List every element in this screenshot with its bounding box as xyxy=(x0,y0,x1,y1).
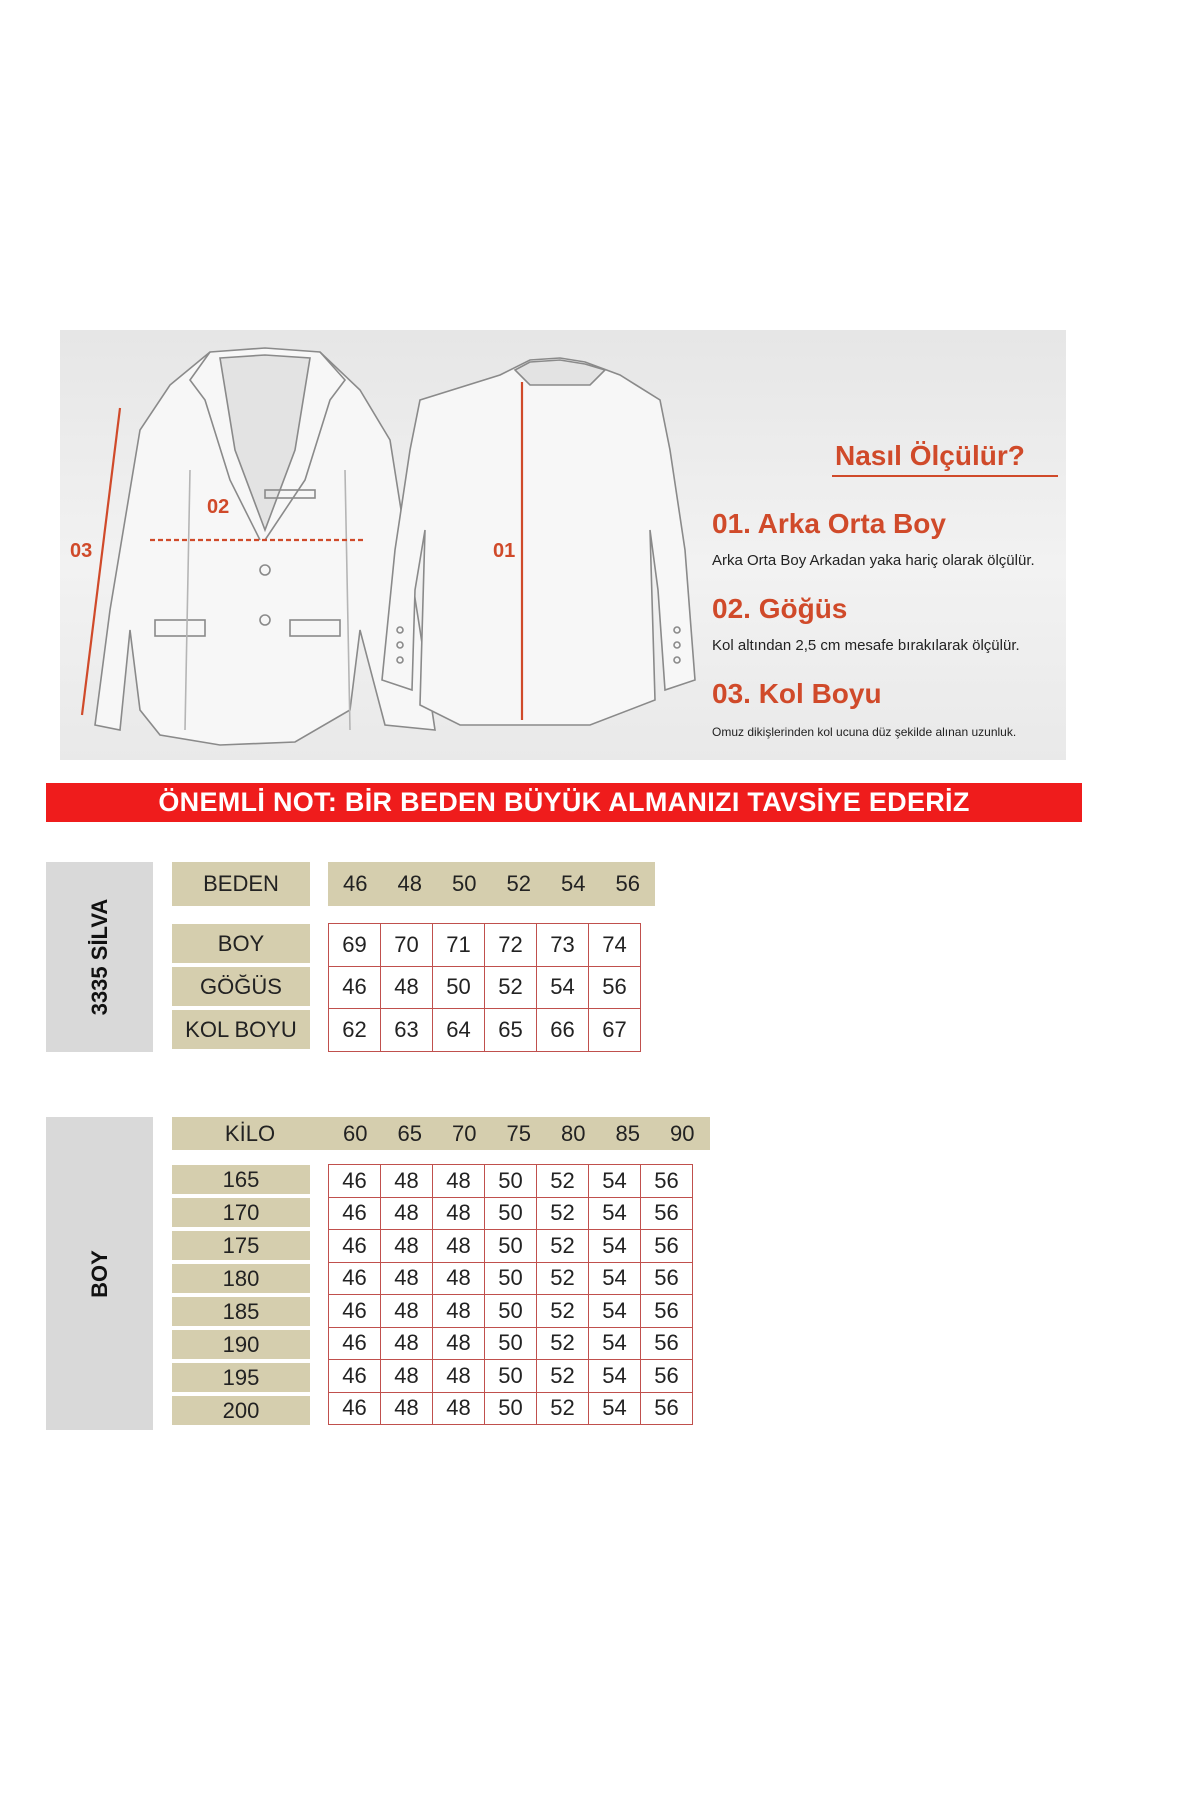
fit-header-cell: 80 xyxy=(546,1117,601,1150)
back-length-marker: 01 xyxy=(493,540,516,562)
size-cell: 71 xyxy=(433,924,485,967)
guide-title: Nasıl Ölçülür? xyxy=(835,440,1025,471)
fit-row-label: 200 xyxy=(172,1396,310,1425)
fit-cell: 46 xyxy=(329,1360,381,1393)
fit-row xyxy=(329,1230,693,1263)
size-cell: 50 xyxy=(433,966,485,1009)
fit-cell: 54 xyxy=(589,1295,641,1328)
front-jacket-drawing xyxy=(95,348,435,745)
fit-cell: 48 xyxy=(433,1392,485,1425)
size-header-cell: 56 xyxy=(601,862,656,906)
size-header-cell: 48 xyxy=(383,862,438,906)
fit-row-label: 185 xyxy=(172,1297,310,1326)
fit-row-label: 180 xyxy=(172,1264,310,1293)
measurement-guide xyxy=(60,330,1066,760)
important-note-banner: ÖNEMLİ NOT: BİR BEDEN BÜYÜK ALMANIZI TAVSİYE EDERİZ xyxy=(46,783,1082,822)
fit-cell: 52 xyxy=(537,1295,589,1328)
size-cell: 73 xyxy=(537,924,589,967)
size-cell: 67 xyxy=(589,1009,641,1052)
size-cell: 65 xyxy=(485,1009,537,1052)
fit-row-label: 195 xyxy=(172,1363,310,1392)
fit-cell: 48 xyxy=(381,1392,433,1425)
fit-cell: 50 xyxy=(485,1360,537,1393)
fit-row xyxy=(329,1392,693,1425)
measure-1-desc: Arka Orta Boy Arkadan yaka hariç olarak ölçülür. xyxy=(712,552,1035,569)
fit-cell: 48 xyxy=(433,1262,485,1295)
size-cell: 52 xyxy=(485,966,537,1009)
size-row-label: GÖĞÜS xyxy=(172,967,310,1006)
size-cell: 69 xyxy=(329,924,381,967)
fit-cell: 48 xyxy=(433,1360,485,1393)
size-row xyxy=(329,966,641,1009)
size-cell: 54 xyxy=(537,966,589,1009)
fit-cell: 56 xyxy=(641,1327,693,1360)
fit-row xyxy=(329,1295,693,1328)
size-cell: 64 xyxy=(433,1009,485,1052)
measure-2-title: 02. Göğüs xyxy=(712,593,848,624)
size-cell: 74 xyxy=(589,924,641,967)
fit-cell: 48 xyxy=(381,1360,433,1393)
size-cell: 46 xyxy=(329,966,381,1009)
fit-cell: 48 xyxy=(433,1327,485,1360)
fit-header-cell: 65 xyxy=(383,1117,438,1150)
guide-title-underline xyxy=(832,475,1058,477)
fit-cell: 56 xyxy=(641,1392,693,1425)
measure-3-desc: Omuz dikişlerinden kol ucuna düz şekilde alınan uzunluk. xyxy=(712,725,1017,739)
chest-marker: 02 xyxy=(207,496,230,518)
fit-cell: 48 xyxy=(433,1295,485,1328)
size-header-cell: 52 xyxy=(492,862,547,906)
size-row-label: KOL BOYU xyxy=(172,1010,310,1049)
fit-cell: 46 xyxy=(329,1295,381,1328)
fit-row-label: 190 xyxy=(172,1330,310,1359)
fit-cell: 54 xyxy=(589,1327,641,1360)
size-cell: 70 xyxy=(381,924,433,967)
fit-row-label: 165 xyxy=(172,1165,310,1194)
fit-cell: 46 xyxy=(329,1327,381,1360)
size-cell: 56 xyxy=(589,966,641,1009)
size-cell: 62 xyxy=(329,1009,381,1052)
fit-cell: 56 xyxy=(641,1295,693,1328)
fit-cell: 50 xyxy=(485,1165,537,1198)
fit-cell: 56 xyxy=(641,1262,693,1295)
fit-cell: 52 xyxy=(537,1327,589,1360)
size-header-cell: 46 xyxy=(328,862,383,906)
fit-cell: 56 xyxy=(641,1165,693,1198)
size-header-cell: 54 xyxy=(546,862,601,906)
size-row xyxy=(329,924,641,967)
fit-cell: 46 xyxy=(329,1230,381,1263)
measure-3-title: 03. Kol Boyu xyxy=(712,678,882,709)
fit-cell: 50 xyxy=(485,1197,537,1230)
fit-cell: 46 xyxy=(329,1197,381,1230)
fit-row xyxy=(329,1360,693,1393)
fit-cell: 48 xyxy=(433,1165,485,1198)
fit-cell: 46 xyxy=(329,1165,381,1198)
fit-cell: 50 xyxy=(485,1392,537,1425)
fit-header-cell: 60 xyxy=(328,1117,383,1150)
fit-cell: 46 xyxy=(329,1392,381,1425)
size-table-side-label: 3335 SİLVA xyxy=(86,898,112,1016)
fit-row xyxy=(329,1197,693,1230)
fit-cell: 48 xyxy=(433,1197,485,1230)
size-header-label: BEDEN xyxy=(172,862,310,906)
measure-1-title: 01. Arka Orta Boy xyxy=(712,508,946,539)
fit-cell: 48 xyxy=(381,1230,433,1263)
fit-row xyxy=(329,1327,693,1360)
fit-cell: 52 xyxy=(537,1392,589,1425)
fit-row xyxy=(329,1262,693,1295)
fit-cell: 56 xyxy=(641,1197,693,1230)
size-row xyxy=(329,1009,641,1052)
back-jacket-drawing xyxy=(382,358,695,725)
fit-cell: 50 xyxy=(485,1295,537,1328)
fit-cell: 50 xyxy=(485,1262,537,1295)
fit-cell: 52 xyxy=(537,1197,589,1230)
fit-cell: 56 xyxy=(641,1230,693,1263)
fit-cell: 52 xyxy=(537,1165,589,1198)
fit-cell: 52 xyxy=(537,1360,589,1393)
fit-cell: 50 xyxy=(485,1327,537,1360)
fit-cell: 48 xyxy=(381,1295,433,1328)
fit-header-cell: 85 xyxy=(601,1117,656,1150)
fit-cell: 48 xyxy=(381,1262,433,1295)
fit-header-cell: 70 xyxy=(437,1117,492,1150)
fit-cell: 46 xyxy=(329,1262,381,1295)
fit-cell: 52 xyxy=(537,1230,589,1263)
fit-cell: 54 xyxy=(589,1392,641,1425)
sleeve-marker: 03 xyxy=(70,540,93,562)
size-row-label: BOY xyxy=(172,924,310,963)
fit-cell: 52 xyxy=(537,1262,589,1295)
fit-row-label: 175 xyxy=(172,1231,310,1260)
size-values-table xyxy=(328,923,641,1052)
fit-cell: 54 xyxy=(589,1230,641,1263)
size-header-cell: 50 xyxy=(437,862,492,906)
fit-header-values xyxy=(328,1117,710,1150)
size-cell: 48 xyxy=(381,966,433,1009)
size-table-side-label-box xyxy=(46,862,153,1052)
fit-cell: 54 xyxy=(589,1360,641,1393)
fit-cell: 48 xyxy=(381,1327,433,1360)
fit-header-label: KİLO xyxy=(172,1117,328,1150)
fit-cell: 50 xyxy=(485,1230,537,1263)
size-cell: 66 xyxy=(537,1009,589,1052)
fit-cell: 54 xyxy=(589,1165,641,1198)
jacket-illustration xyxy=(60,330,800,760)
fit-row-label: 170 xyxy=(172,1198,310,1227)
fit-row xyxy=(329,1165,693,1198)
fit-header-cell: 90 xyxy=(655,1117,710,1150)
fit-cell: 54 xyxy=(589,1262,641,1295)
fit-table-side-label: BOY xyxy=(86,1249,112,1298)
fit-cell: 48 xyxy=(381,1165,433,1198)
fit-header-cell: 75 xyxy=(492,1117,547,1150)
fit-table-side-label-box xyxy=(46,1117,153,1430)
size-header-values xyxy=(328,862,655,906)
fit-values-table xyxy=(328,1164,693,1425)
size-cell: 72 xyxy=(485,924,537,967)
fit-cell: 48 xyxy=(381,1197,433,1230)
fit-cell: 48 xyxy=(433,1230,485,1263)
fit-cell: 56 xyxy=(641,1360,693,1393)
size-cell: 63 xyxy=(381,1009,433,1052)
measure-2-desc: Kol altından 2,5 cm mesafe bırakılarak ölçülür. xyxy=(712,637,1020,654)
fit-cell: 54 xyxy=(589,1197,641,1230)
